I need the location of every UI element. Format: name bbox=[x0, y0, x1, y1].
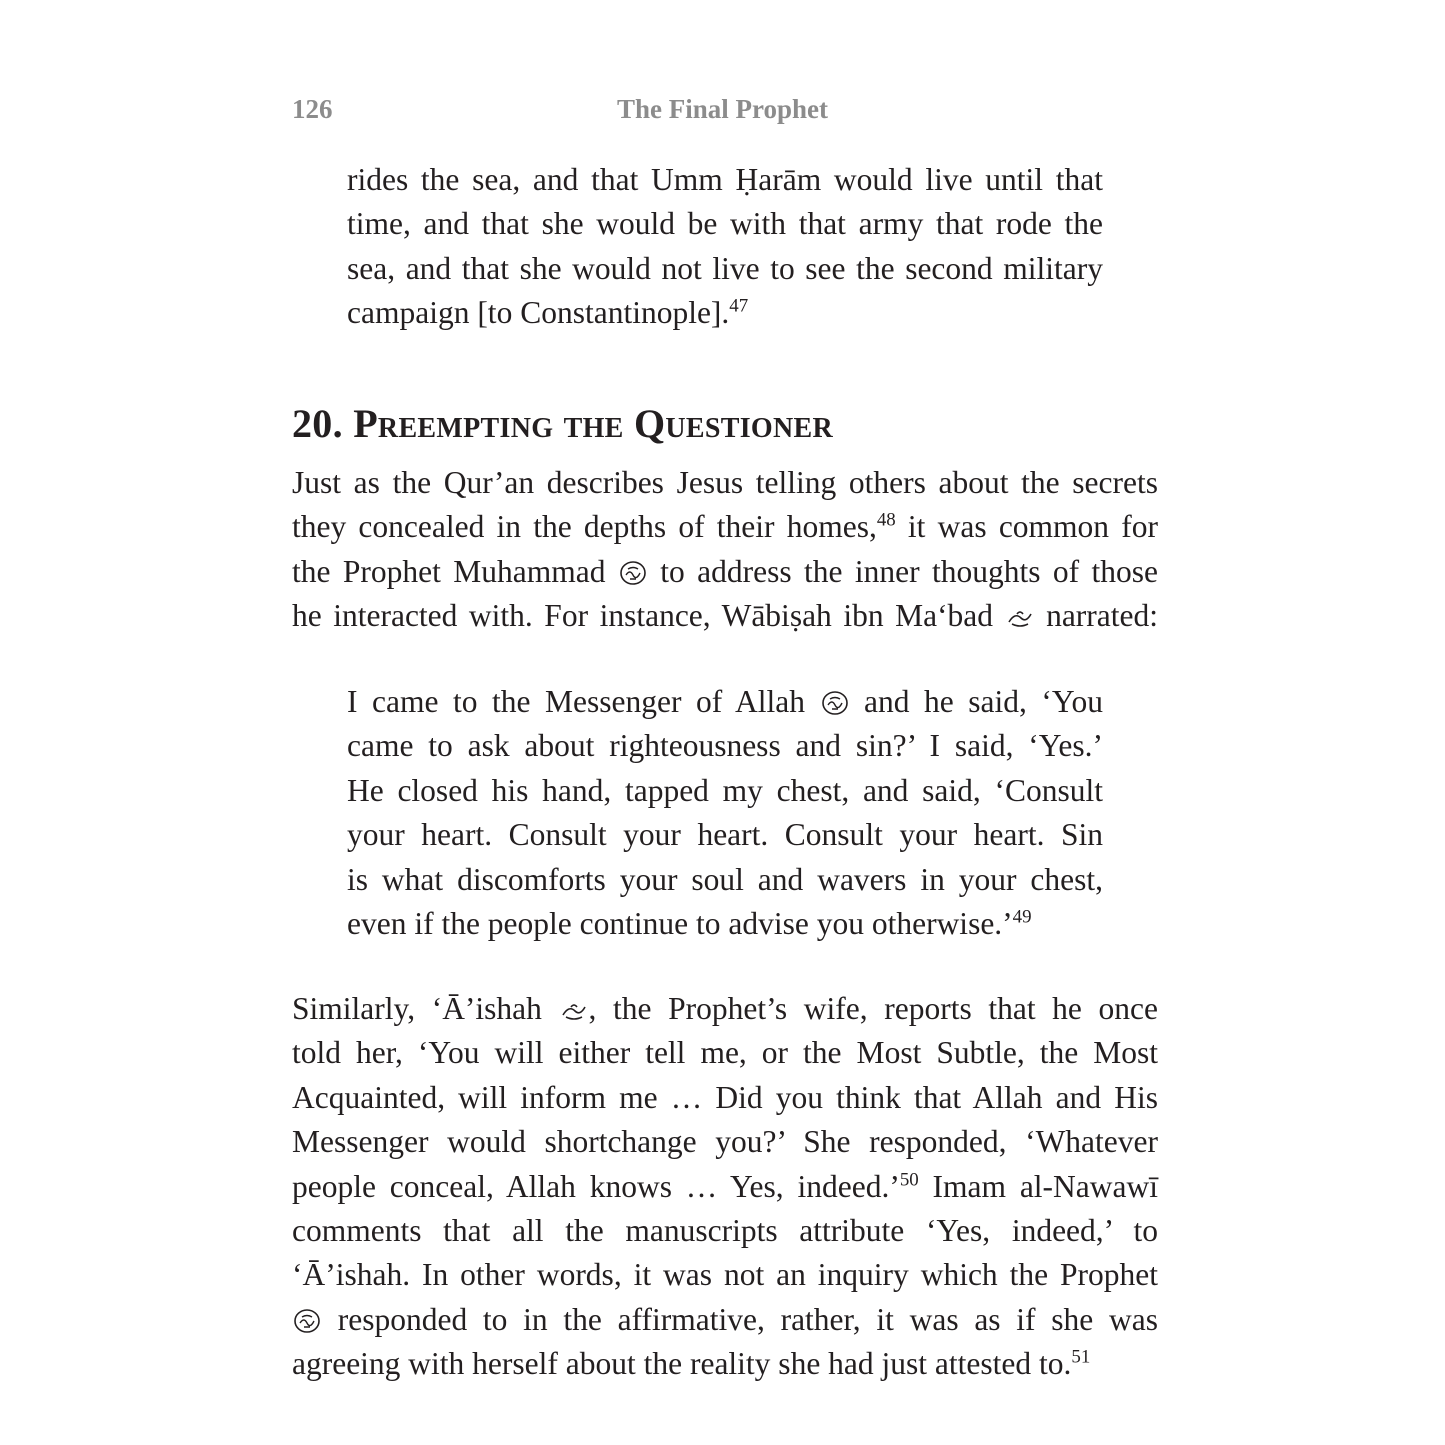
paragraph-line: comments that all the manuscripts attribute ‘Yes, indeed,’ to bbox=[292, 1213, 1158, 1249]
paragraph-line bbox=[292, 987, 1158, 1031]
paragraph-line: Acquainted, will inform me … Did you think that Allah and His bbox=[292, 1079, 1158, 1115]
quote-line: came to ask about righteousness and sin?’ I said, ‘Yes.’ bbox=[347, 728, 1103, 764]
quote-line bbox=[347, 680, 1103, 724]
text-run: the Prophet Muhammad bbox=[292, 553, 618, 589]
footnote-ref: 49 bbox=[1012, 906, 1032, 928]
paragraph-line bbox=[292, 1165, 1158, 1209]
page-number: 126 bbox=[292, 94, 333, 124]
paragraph-line bbox=[292, 505, 1158, 549]
text-run: , the Prophet’s wife, reports that he once bbox=[588, 991, 1159, 1026]
quote-line: time, and that she would be with that army that rode the bbox=[347, 206, 1103, 242]
salutation-calligraphy-icon bbox=[292, 1306, 322, 1336]
text-run: agreeing with herself about the reality she had just attested to. bbox=[292, 1346, 1072, 1382]
text-run: responded to in the affirmative, rather, it was as if she was bbox=[322, 1301, 1158, 1337]
text-run: I came to the Messenger of Allah bbox=[347, 684, 820, 719]
quote-line bbox=[347, 291, 1103, 335]
running-head: The Final Prophet bbox=[616, 94, 829, 124]
footnote-ref: 48 bbox=[876, 509, 896, 531]
paragraph-line: Just as the Qur’an describes Jesus telling others about the secrets bbox=[292, 465, 1158, 500]
quote-line: your heart. Consult your heart. Consult your heart. Sin bbox=[347, 817, 1103, 853]
quote-line: He closed his hand, tapped my chest, and said, ‘Consult bbox=[347, 772, 1103, 808]
text-run: narrated: bbox=[1034, 598, 1158, 634]
quote-text: campaign [to Constantinople]. bbox=[347, 295, 730, 331]
quote-line bbox=[347, 902, 1103, 946]
footnote-ref: 47 bbox=[729, 295, 749, 317]
pleased-calligraphy-icon bbox=[1005, 602, 1035, 632]
text-run: people conceal, Allah knows … Yes, indeed.’ bbox=[292, 1168, 900, 1204]
paragraph-line bbox=[292, 1342, 1158, 1386]
paragraph-line: ‘Ā’ishah. In other words, it was not an inquiry which the Prophet bbox=[292, 1257, 1158, 1293]
salutation-calligraphy-icon bbox=[820, 688, 850, 718]
text-run: they concealed in the depths of their homes, bbox=[292, 509, 877, 545]
paragraph bbox=[292, 987, 1158, 1387]
paragraph bbox=[292, 461, 1158, 639]
text-run: and he said, ‘You bbox=[849, 684, 1103, 719]
salutation-calligraphy-icon bbox=[618, 558, 648, 588]
text-run: it was common for bbox=[895, 509, 1158, 545]
paragraph-line: Messenger would shortchange you?’ She responded, ‘Whatever bbox=[292, 1124, 1158, 1160]
paragraph-line: told her, ‘You will either tell me, or the Most Subtle, the Most bbox=[292, 1035, 1158, 1071]
text-run: to address the inner thoughts of those bbox=[647, 553, 1159, 589]
paragraph-line bbox=[292, 550, 1158, 594]
text-run: even if the people continue to advise you otherwise.’ bbox=[347, 906, 1013, 942]
pleased-calligraphy-icon bbox=[559, 995, 589, 1025]
quote-line: rides the sea, and that Umm Ḥarām would live until that bbox=[347, 162, 1103, 197]
text-run: he interacted with. For instance, Wābiṣah ibn Ma‘bad bbox=[292, 598, 1005, 634]
section-heading: 20. Preempting the Questioner bbox=[292, 401, 833, 446]
footnote-ref: 50 bbox=[899, 1169, 919, 1191]
text-run: Imam al-Nawawī bbox=[918, 1168, 1158, 1204]
footnote-ref: 51 bbox=[1071, 1346, 1091, 1368]
text-run: Similarly, ‘Ā’ishah bbox=[292, 991, 559, 1026]
block-quote bbox=[347, 680, 1103, 946]
block-quote-continuation bbox=[347, 158, 1103, 336]
quote-line: sea, and that she would not live to see the second military bbox=[347, 250, 1103, 286]
paragraph-line bbox=[292, 594, 1158, 638]
paragraph-line bbox=[292, 1298, 1158, 1342]
quote-line: is what discomforts your soul and wavers in your chest, bbox=[347, 861, 1103, 897]
